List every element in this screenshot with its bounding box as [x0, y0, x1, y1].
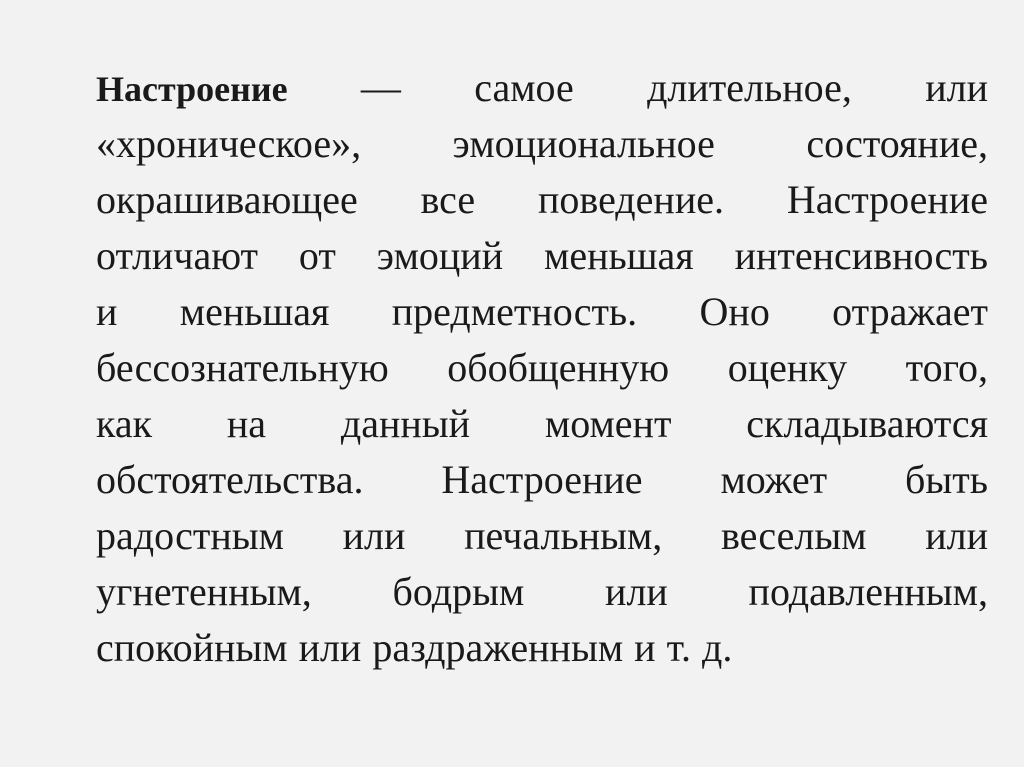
word: все — [420, 177, 476, 222]
word: или — [925, 513, 988, 558]
word: того, — [905, 345, 988, 390]
word: и — [634, 625, 656, 670]
word: печальным, — [464, 513, 663, 558]
word: раздраженным — [372, 625, 624, 670]
word: спокойным — [96, 625, 288, 670]
text-line-7 — [96, 396, 988, 452]
word: обобщенную — [447, 345, 670, 390]
word: или — [605, 569, 668, 614]
word: окрашивающее — [96, 177, 358, 222]
text-line-9 — [96, 508, 988, 564]
word: или — [298, 625, 362, 670]
word: меньшая — [544, 233, 694, 278]
word: отражает — [832, 289, 988, 334]
text-line-6 — [96, 340, 988, 396]
word: бессознательную — [96, 345, 389, 390]
word: самое — [474, 65, 574, 110]
word: веселым — [720, 513, 867, 558]
word: подавленным, — [748, 569, 988, 614]
text-line-1 — [96, 60, 988, 116]
text-line-11 — [96, 620, 988, 676]
word: от — [298, 233, 336, 278]
word: момент — [544, 401, 672, 446]
text-line-8 — [96, 452, 988, 508]
text-line-3 — [96, 172, 988, 228]
text-line-2 — [96, 116, 988, 172]
word: радостным — [96, 513, 284, 558]
word: состояние, — [806, 121, 988, 166]
word: эмоциональное — [452, 121, 715, 166]
word: или — [342, 513, 406, 558]
word: Оно — [699, 289, 770, 334]
word: интенсивность — [734, 233, 988, 278]
text-line-10 — [96, 564, 988, 620]
word: поведение. — [538, 177, 724, 222]
word: бодрым — [392, 569, 525, 614]
word: складываются — [746, 401, 988, 446]
text-line-4 — [96, 228, 988, 284]
word: предметность. — [391, 289, 638, 334]
word: длительное, — [647, 65, 852, 110]
word: эмоций — [376, 233, 504, 278]
text-line-5 — [96, 284, 988, 340]
word: на — [226, 401, 267, 446]
word: может — [720, 457, 828, 502]
word: угнетенным, — [96, 569, 312, 614]
word: — — [360, 65, 401, 110]
word: Настроение — [786, 177, 988, 222]
term-bold: Настроение — [96, 69, 288, 109]
word: и — [96, 289, 118, 334]
word: как — [96, 401, 153, 446]
word: д. — [702, 625, 733, 670]
word: отличают — [96, 233, 259, 278]
word: быть — [905, 457, 988, 502]
word: т. — [666, 625, 692, 670]
word: «хроническое», — [96, 121, 362, 166]
word: или — [925, 65, 988, 110]
word: оценку — [727, 345, 848, 390]
word: данный — [340, 401, 471, 446]
word: обстоятельства. — [96, 457, 364, 502]
word: Настроение — [441, 457, 643, 502]
word: меньшая — [179, 289, 330, 334]
definition-text — [96, 60, 988, 676]
